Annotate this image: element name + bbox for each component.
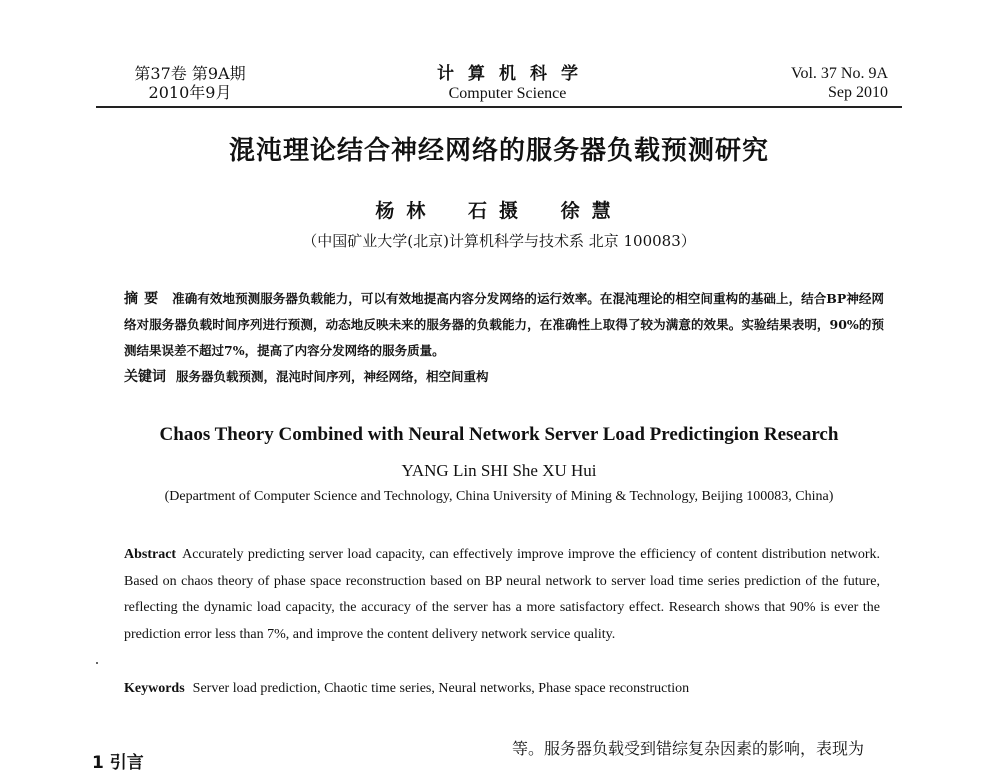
paper-title-en: Chaos Theory Combined with Neural Network Server Load Predictingion Research [159,424,839,445]
body-text-right-column: 等。服务器负载受到错综复杂因素的影响，表现为 [512,739,865,758]
abstract-cn-label: 摘要 [124,291,165,307]
margin-mark [96,662,98,664]
affiliation-en: (Department of Computer Science and Technology, China University of Mining & Technology, Beijing 100083, China) [164,489,834,504]
paper-title-cn: 混沌理论结合神经网络的服务器负载预测研究 [228,136,769,166]
authors-cn: 杨林 石摄 徐慧 [375,200,623,222]
keywords-cn-label: 关键词 [124,369,166,385]
keywords-en [124,678,880,700]
abstract-cn [124,286,884,364]
journal-name [420,64,595,104]
affiliation-cn: （中国矿业大学(北京)计算机科学与技术系 北京 100083） [302,232,696,250]
journal-volume-en [688,64,888,102]
keywords-cn-text: 服务器负载预测，混沌时间序列，神经网络，相空间重构 [176,369,489,384]
volume-issue-line: 第37卷 第9A期 [134,64,246,83]
keywords-en-label: Keywords [124,681,185,696]
journal-volume-issue [90,64,290,102]
volume-en-line: Vol. 37 No. 9A [790,65,888,82]
header-rule [96,106,902,108]
abstract-en-text: Accurately predicting server load capacity, can effectively improve improve the efficiency of content distribution network. Based on chaos theory of phase space reconstruction based on BP neural network to server load time series prediction of the future, reflecting the dynamic load capacity, the accuracy of the server has a more satisfactory effect. Research shows that 90% is ever the prediction error less than 7%, and improve the content delivery network service quality. [124,547,880,642]
abstract-en-label: Abstract [124,547,177,562]
journal-name-cn: 计算机科学 [437,64,592,84]
keywords-cn [124,364,884,390]
section-heading-introduction: 1 引言 [92,753,144,773]
abstract-cn-text: 准确有效地预测服务器负载能力，可以有效地提高内容分发网络的运行效率。在混沌理论的相空间重构的基础上，结合BP神经网络对服务器负载时间序列进行预测，动态地反映未来的服务器的负载能力，在准确性上取得了较为满意的效果。实验结果表明，90%的预测结果误差不超过7%，提高了内容分发网络的服务质量。 [124,291,885,358]
journal-name-en: Computer Science [448,85,567,102]
authors-en: YANG Lin SHI She XU Hui [401,461,597,480]
date-line: 2010年9月 [148,83,232,102]
keywords-en-text: Server load prediction, Chaotic time series, Neural networks, Phase space reconstruction [192,681,690,696]
abstract-en [124,542,880,648]
date-en-line: Sep 2010 [828,84,888,101]
